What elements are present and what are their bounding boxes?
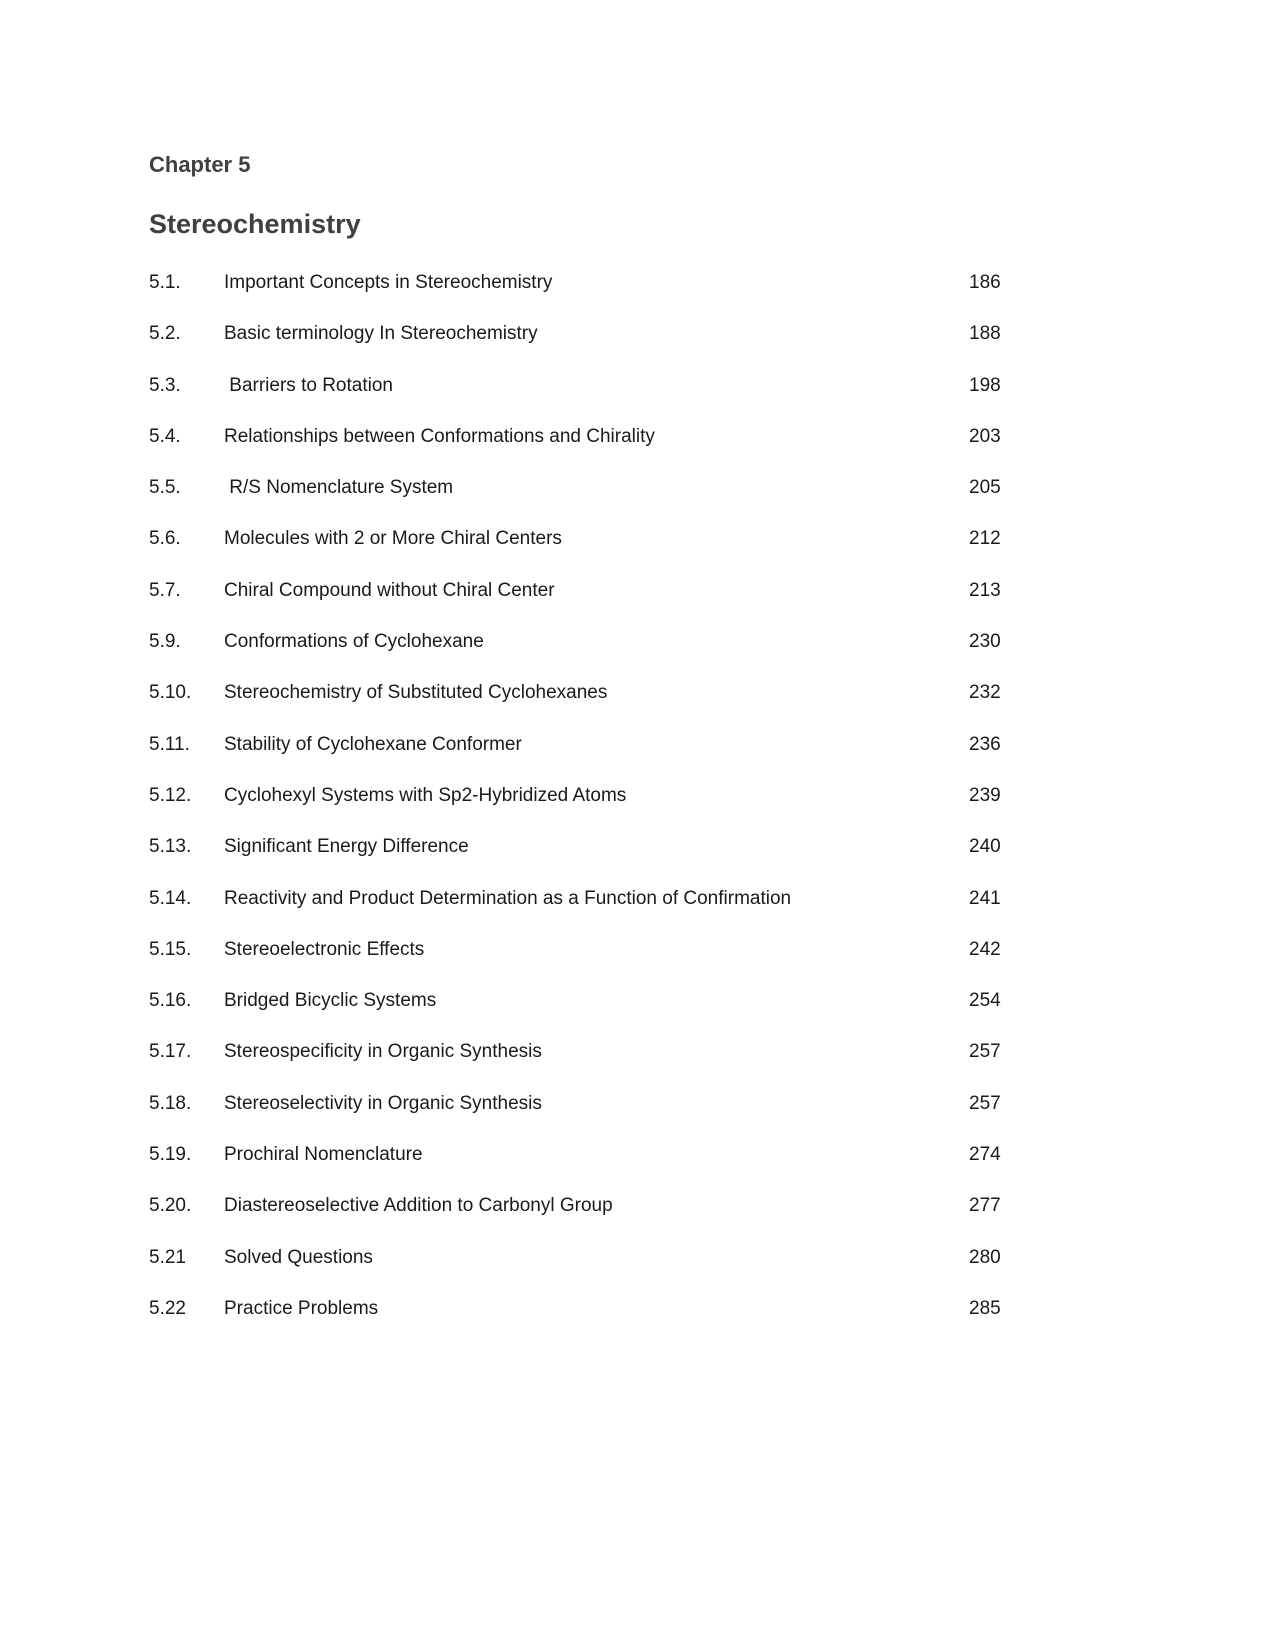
toc-entry-number: 5.17. [149,1041,192,1063]
toc-entry-page: 212 [969,528,1001,550]
toc-entry-title: Diastereoselective Addition to Carbonyl Group [224,1195,613,1217]
toc-entry-title: Stereospecificity in Organic Synthesis [224,1041,542,1063]
toc-entry [149,988,1009,1039]
toc-entry-page: 280 [969,1246,1001,1268]
toc-entry-page: 240 [969,836,1001,858]
toc-entry-number: 5.6. [149,528,181,550]
toc-entry [149,937,1009,988]
toc-entry [149,578,1009,629]
toc-entry-number: 5.20. [149,1195,192,1217]
toc-entry [149,1296,1009,1347]
toc-entry [149,373,1009,424]
toc-entry-title: Cyclohexyl Systems with Sp2-Hybridized Atoms [224,784,627,806]
toc-entry-title: Solved Questions [224,1246,373,1268]
toc-entry-page: 242 [969,938,1001,960]
toc-entry-page: 213 [969,579,1001,601]
toc-entry [149,321,1009,372]
toc-entry [149,886,1009,937]
toc-entry-page: 205 [969,477,1001,499]
toc-entry-title: Practice Problems [224,1297,379,1319]
toc-entry-page: 203 [969,425,1001,447]
toc-entry-number: 5.10. [149,682,192,704]
toc-entry-title: Bridged Bicyclic Systems [224,990,437,1012]
toc-entry-title: Reactivity and Product Determination as a Function of Confirmation [224,887,792,909]
toc-entry-number: 5.13. [149,836,192,858]
toc-entry [149,834,1009,885]
toc-entry-page: 239 [969,784,1001,806]
toc-entry-number: 5.7. [149,579,181,601]
toc-entry-number: 5.1. [149,272,181,293]
chapter-label: Chapter 5 [149,152,251,177]
toc-entry-number: 5.4. [149,425,181,447]
toc-entry-page: 241 [969,887,1001,909]
toc-entry-title: Chiral Compound without Chiral Center [224,579,555,601]
toc-entry-number: 5.5. [149,477,181,499]
toc-entry-number: 5.18. [149,1092,192,1114]
toc-entry [149,1039,1009,1090]
toc-entry-title: Relationships between Conformations and Chirality [224,425,655,447]
toc-entry-title: Stability of Cyclohexane Conformer [224,733,522,755]
toc-entry [149,680,1009,731]
toc-entry-title: R/S Nomenclature System [224,477,454,499]
toc-entry-number: 5.9. [149,631,181,653]
toc-entry-page: 236 [969,733,1001,755]
toc-entry-title: Barriers to Rotation [224,374,393,396]
toc-entry [149,1142,1009,1193]
toc-entry-page: 198 [969,374,1001,396]
toc-entry-number: 5.12. [149,784,192,806]
toc-entry-number: 5.3. [149,374,181,396]
toc-entry-number: 5.2. [149,323,181,345]
toc-entry-title: Prochiral Nomenclature [224,1144,423,1166]
toc-entry-title: Stereoselectivity in Organic Synthesis [224,1092,542,1114]
toc-entry-number: 5.16. [149,990,192,1012]
toc-entry-page: 230 [969,631,1001,653]
chapter-title: Stereochemistry [149,209,361,239]
toc-entry-title: Molecules with 2 or More Chiral Centers [224,528,562,550]
toc-entry-page: 232 [969,682,1001,704]
toc-entry [149,1245,1009,1296]
toc-entry-number: 5.19. [149,1144,192,1166]
toc-entry-page: 257 [969,1041,1001,1063]
toc-entry [149,424,1009,475]
toc-entry [149,629,1009,680]
toc-entry [149,526,1009,577]
toc-entry-title: Basic terminology In Stereochemistry [224,323,538,345]
toc-entry-page: 277 [969,1195,1001,1217]
toc-entry-number: 5.11. [149,733,190,755]
toc-entry [149,732,1009,783]
table-of-contents [149,270,1009,1347]
toc-entry [149,783,1009,834]
toc-entry [149,270,1009,321]
toc-entry-title: Stereoelectronic Effects [224,938,425,960]
toc-entry [149,1091,1009,1142]
toc-entry [149,1193,1009,1244]
toc-entry-page: 186 [969,272,1001,293]
toc-entry-number: 5.15. [149,938,192,960]
toc-entry-page: 274 [969,1144,1001,1166]
toc-entry-number: 5.14. [149,887,192,909]
toc-entry-number: 5.22 [149,1297,186,1319]
toc-entry-title: Conformations of Cyclohexane [224,631,484,653]
toc-entry-page: 285 [969,1297,1001,1319]
toc-entry-title: Significant Energy Difference [224,836,469,858]
toc-entry-page: 257 [969,1092,1001,1114]
toc-entry-title: Stereochemistry of Substituted Cyclohexanes [224,682,608,704]
toc-entry-page: 254 [969,990,1001,1012]
toc-entry-title: Important Concepts in Stereochemistry [224,272,553,293]
toc-entry-number: 5.21 [149,1246,186,1268]
toc-entry [149,475,1009,526]
toc-entry-page: 188 [969,323,1001,345]
